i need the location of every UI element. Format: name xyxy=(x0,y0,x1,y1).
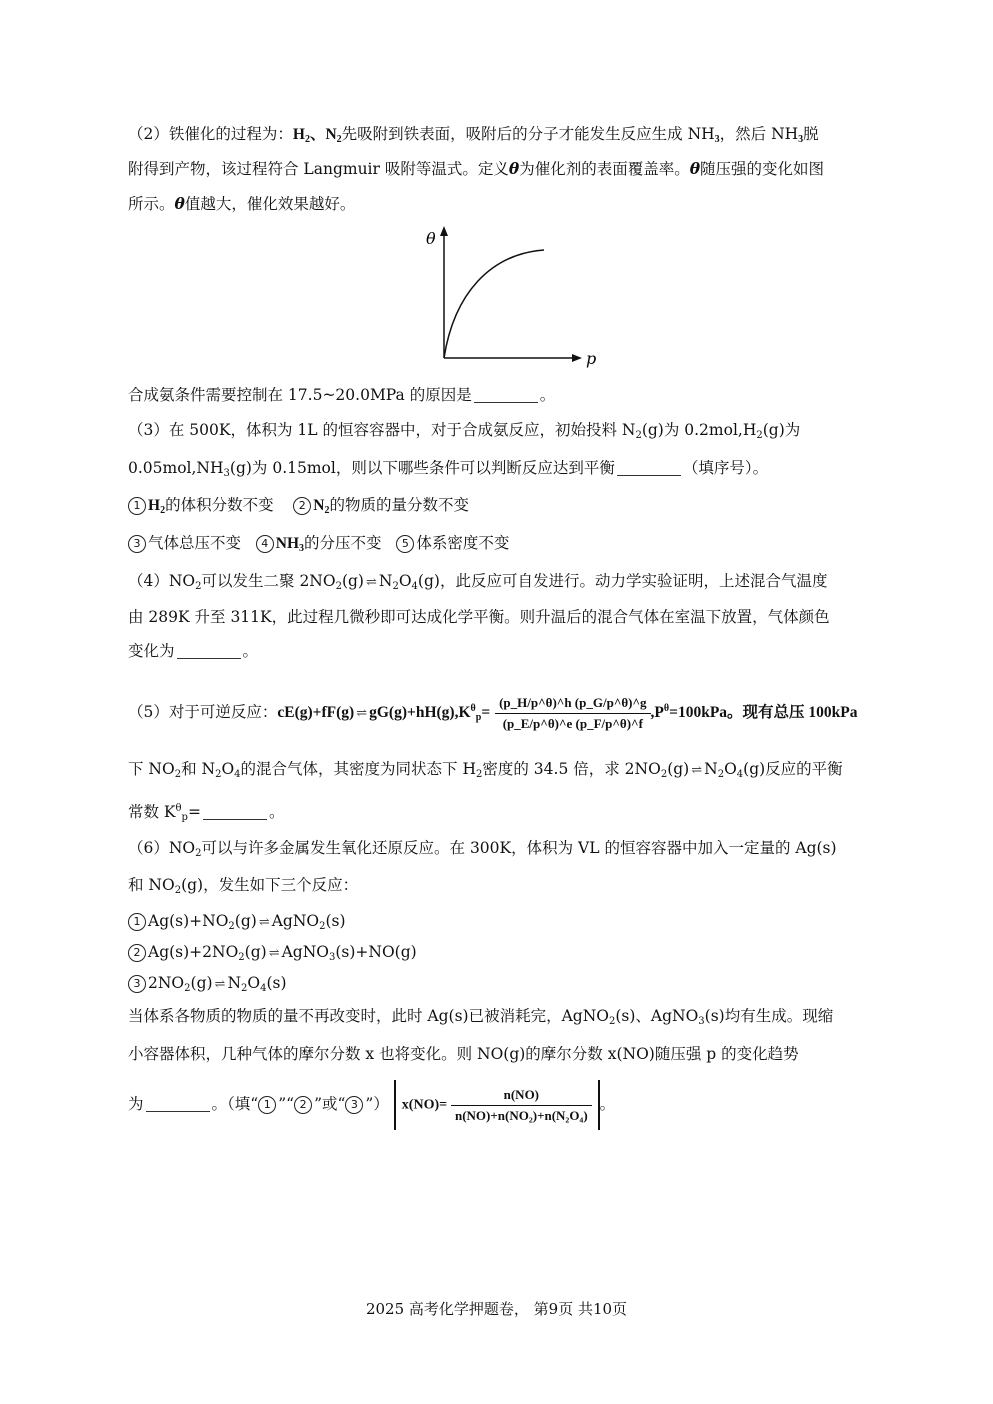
q6-line-7: 小容器体积，几种气体的摩尔分数 x 也将变化。则 NO(g)的摩尔分数 x(NO)随压强 p 的变化趋势 xyxy=(128,1045,799,1063)
q4-line-1: $(4)NO_2$可以发生二聚 $2NO_2(g)$ ⇌ $N_2O_4(g)$，此反应可自发进行。动力学实验证明，上述混合气温度 xyxy=(128,572,828,592)
q6-reaction-2: 2 $Ag(s)+2NO_2(g)$ ⇌ AgNO$_3$(s)+NO(g) xyxy=(128,941,901,969)
q3-line-1: （3）在 500K，体积为 1L 的恒容容器中，对于合成氨反应，初始投料 $N_2(g)$为 $0.2mol,H_2(g)$为 xyxy=(128,421,801,441)
q2-line-1: （2）铁催化的过程为：$H_2$、$N_2$先吸附到铁表面，吸附后的分子才能发生反应生成 $NH_3$，然后 $NH_3$脱 xyxy=(128,125,819,145)
q5-line-3: 常数 $K^\theta_p=$ 。 xyxy=(128,803,285,823)
q5-line-2: 下 $NO_2$和 $N_2O_4$的混合气体，其密度为同状态下 $H_2$密度的 34.5 倍，求 $2NO_2(g)$ ⇌ $N_2O_4(g)$反应的平衡 xyxy=(128,760,843,780)
equilibrium-arrow-icon: ⇌ xyxy=(258,915,270,930)
graph-x-label: p xyxy=(586,349,597,368)
q4-line-3: 变化为 。 xyxy=(128,642,259,660)
equilibrium-arrow-icon: ⇌ xyxy=(365,575,377,590)
equilibrium-arrow-icon: ⇌ xyxy=(214,977,226,992)
q4-line-2: 由 289K 升至 311K，此过程几微秒即可达成化学平衡。则升温后的混合气体在室温下放置，气体颜色 xyxy=(128,608,830,626)
q3-options-row-2: 3 气体总压不变 4 $NH_3$的分压不变 5 体系密度不变 xyxy=(128,532,901,560)
q6-line-1: $(6)NO_2$可以与许多金属发生氧化还原反应。在 300K，体积为 VL 的恒容容器中加入一定量的 Ag(s) xyxy=(128,839,837,859)
q6-reaction-1: 1 $Ag(s)+NO_2(g)$ ⇌ AgNO$_2$(s) xyxy=(128,910,901,938)
graph-y-label: θ xyxy=(426,229,436,248)
kp-fraction: $\frac{(p\_H/p\^{}\theta)\^{}h (p\_G/p\^{}\theta)\^{}g}{(p\_E/p\^{}\theta)\^{}e (p\_F/p\^{}\theta)\^{}f}$ xyxy=(495,693,650,734)
q3-options-row-1: 1 $H_2$的体积分数不变 2 $N_2$的物质的量分数不变 xyxy=(128,494,901,522)
answer-blank xyxy=(617,459,681,476)
answer-blank xyxy=(474,386,538,403)
answer-blank xyxy=(203,803,267,820)
answer-blank xyxy=(177,642,241,659)
theta-pressure-graph xyxy=(420,224,600,369)
theta-curve xyxy=(444,250,544,358)
q6-reaction-3: 3 $2NO_2(g)$ ⇌ $N_2O_4(s)$ xyxy=(128,972,901,1000)
q3-line-2: $0.05mol,NH_3(g)$为 0.15mol，则以下哪些条件可以判断反应达到平衡 （填序号）。 xyxy=(128,459,769,479)
equilibrium-arrow-icon: ⇌ xyxy=(356,706,368,721)
answer-blank xyxy=(146,1095,210,1112)
mole-fraction-definition: x(NO)= $\frac{n(NO)}{\text{n(NO)+n(NO₂)+n(N₂O₄)}}$ xyxy=(394,1080,600,1130)
q6-line-6: 当体系各物质的物质的量不再改变时，此时 Ag(s)已被消耗完，AgNO$_2$(s)、AgNO$_3$(s)均有生成。现缩 xyxy=(128,1007,834,1027)
equilibrium-arrow-icon: ⇌ xyxy=(268,946,280,961)
q5-line-1: （5）对于可逆反应：cE(g)+fF(g) ⇌ $gG(g)+hH(g),K^\theta_p=$ $\frac{(p\_H/p\^{}\theta)\^{}h (p\_G/p\^{}\theta)\^{}g}{(p\_E/p\^{}\theta)\^{}e (p\_F/p\^{}\theta)\^{}f}$ $,P^\theta=100kPa$。现有总压 100kPa xyxy=(128,684,901,738)
q6-line-2: 和 $NO_2(g)$，发生如下三个反应： xyxy=(128,876,359,896)
q2-line-4: 合成氨条件需要控制在 17.5~20.0MPa 的原因是 。 xyxy=(128,386,556,404)
q2-line-2: 附得到产物，该过程符合 Langmuir 吸附等温式。定义θ为催化剂的表面覆盖率。θ随压强的变化如图 xyxy=(128,159,825,178)
q6-line-8: 为 。（填“ 1 ”“ 2 ”或“ 3 ”） x(NO)= $\frac{n(NO)}{\text{n(NO)+n(NO₂)+n(N₂O₄)}}$ 。 xyxy=(128,1080,901,1130)
equilibrium-arrow-icon: ⇌ xyxy=(691,763,703,778)
q2-line-3: 所示。θ值越大，催化效果越好。 xyxy=(128,194,356,213)
page-footer: 2025 高考化学押题卷， 第9页 共10页 xyxy=(365,1300,628,1318)
